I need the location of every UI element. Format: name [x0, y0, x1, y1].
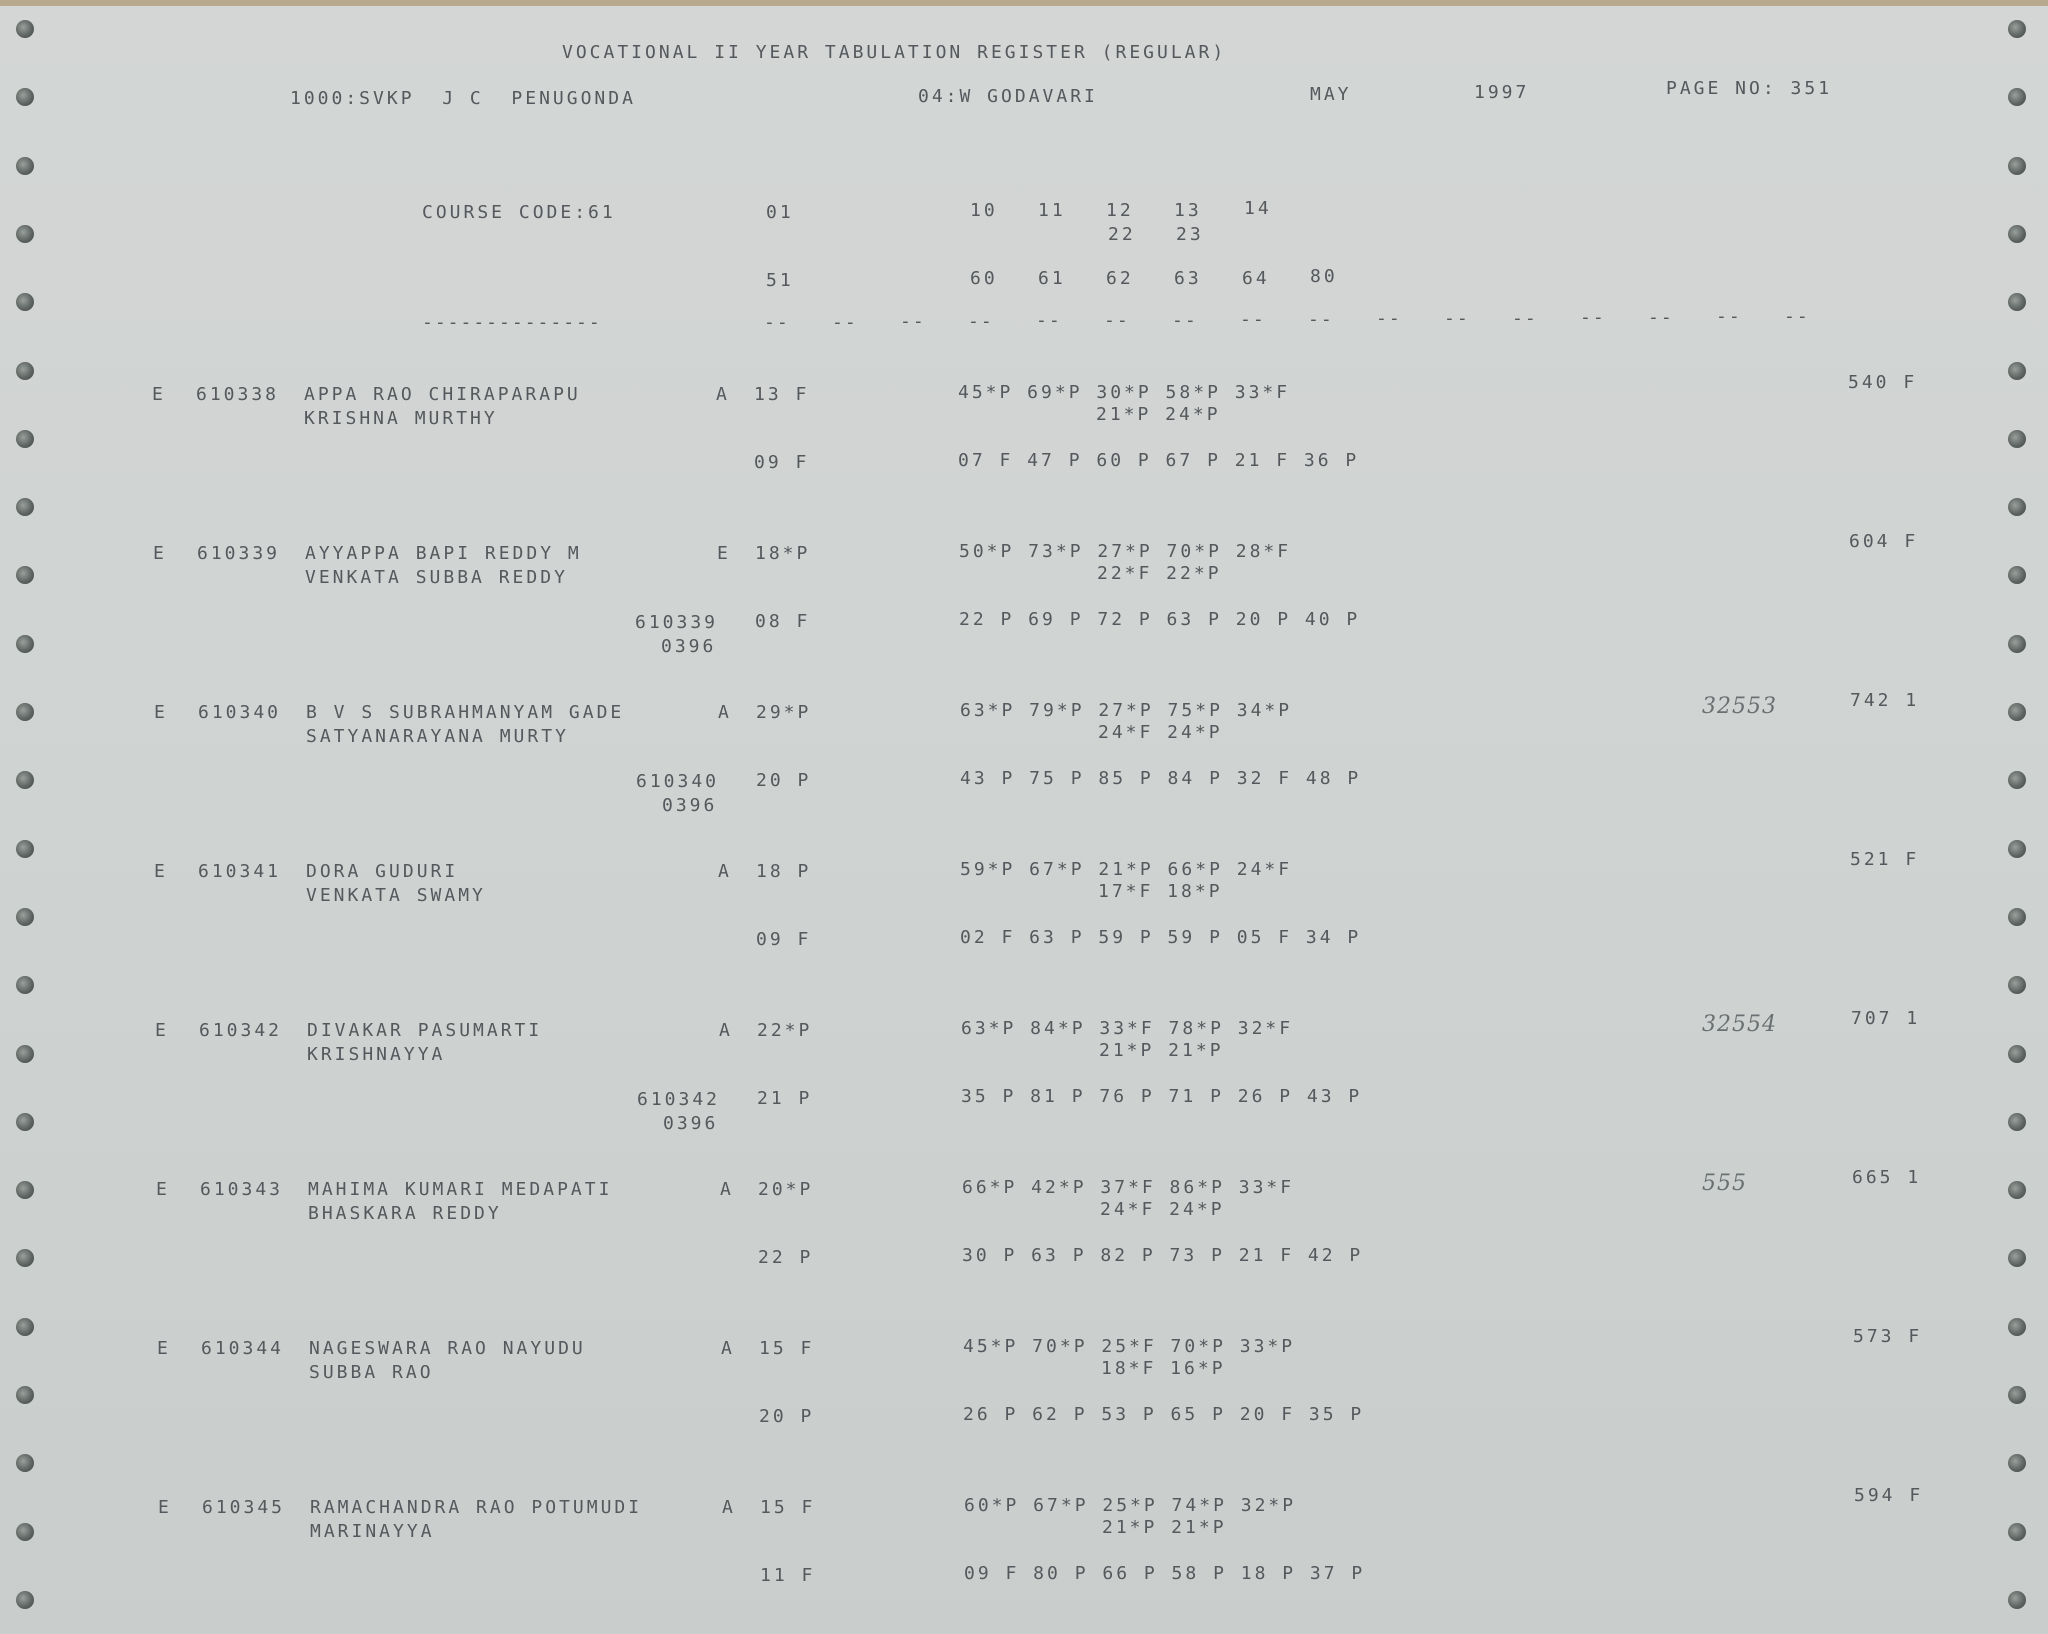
- subject-01-mark: 20*P: [758, 1179, 814, 1200]
- subject-01-mark: 15 F: [760, 1497, 816, 1518]
- tractor-hole: [2008, 976, 2026, 994]
- subject-marks-row1: 59*P 67*P 21*P 66*P 24*F: [960, 859, 1293, 880]
- record-type: E: [156, 1179, 170, 1200]
- course-code-col: 63: [1174, 268, 1202, 289]
- total-marks: 604 F: [1849, 531, 1919, 552]
- header-rule-segment: --: [1104, 310, 1130, 331]
- tractor-hole: [2008, 1386, 2026, 1404]
- subject-marks-row1: 63*P 79*P 27*P 75*P 34*P: [960, 700, 1293, 721]
- record-type: E: [153, 543, 167, 564]
- course-code-col: 61: [1038, 268, 1066, 289]
- subject-marks-row1b: 21*P 24*P: [1096, 404, 1221, 425]
- course-code-col: 62: [1106, 268, 1134, 289]
- tractor-hole: [2008, 566, 2026, 584]
- header-rule-segment: --: [764, 312, 790, 333]
- tractor-hole: [2008, 1591, 2026, 1609]
- college-code: 1000:SVKP J C PENUGONDA: [290, 88, 636, 109]
- course-code-col: 80: [1310, 266, 1338, 287]
- tractor-hole: [2008, 1249, 2026, 1267]
- record-type: E: [154, 702, 168, 723]
- tractor-hole: [16, 225, 34, 243]
- tractor-hole: [2008, 840, 2026, 858]
- roll-number: 610341: [198, 861, 282, 882]
- subject-marks-row1b: 24*F 24*P: [1098, 722, 1223, 743]
- subject-51-mark: 20 P: [756, 770, 812, 791]
- tractor-hole: [16, 566, 34, 584]
- record-type: E: [157, 1338, 171, 1359]
- tractor-hole: [16, 498, 34, 516]
- reference-code: 610340: [636, 771, 720, 792]
- subject-01-mark: 18 P: [756, 861, 812, 882]
- header-rule-segment: --: [1512, 308, 1538, 329]
- subject-01-mark: 13 F: [754, 384, 810, 405]
- subject-01-mark: 22*P: [757, 1020, 813, 1041]
- subject-51-mark: 09 F: [754, 452, 810, 473]
- tractor-hole: [16, 703, 34, 721]
- handwritten-note: 555: [1702, 1171, 1747, 1196]
- grade-code: A: [721, 1338, 735, 1359]
- candidate-name: B V S SUBRAHMANYAM GADE: [306, 702, 625, 723]
- record-type: E: [155, 1020, 169, 1041]
- tractor-hole: [2008, 1181, 2026, 1199]
- header-rule-segment: --: [1172, 310, 1198, 331]
- header-rule-segment: --: [1648, 307, 1674, 328]
- header-rule-segment: --: [1376, 308, 1402, 329]
- subject-51-mark: 09 F: [756, 929, 812, 950]
- subject-marks-row2: 09 F 80 P 66 P 58 P 18 P 37 P: [964, 1563, 1366, 1584]
- grade-code: E: [717, 543, 731, 564]
- total-marks: 521 F: [1850, 849, 1920, 870]
- roll-number: 610338: [196, 384, 280, 405]
- candidate-name: DORA GUDURI: [306, 861, 459, 882]
- total-marks: 707 1: [1851, 1008, 1921, 1029]
- subject-marks-row2: 07 F 47 P 60 P 67 P 21 F 36 P: [958, 450, 1360, 471]
- tractor-hole: [16, 157, 34, 175]
- tractor-hole: [2008, 1113, 2026, 1131]
- tractor-hole: [16, 1113, 34, 1131]
- subject-marks-row1b: 21*P 21*P: [1099, 1040, 1224, 1061]
- tractor-hole: [16, 20, 34, 38]
- course-code-col: 13: [1174, 200, 1202, 221]
- candidate-name: MAHIMA KUMARI MEDAPATI: [308, 1179, 613, 1200]
- course-code-col: 10: [970, 200, 998, 221]
- candidate-parent-name: MARINAYYA: [310, 1521, 435, 1542]
- total-marks: 742 1: [1850, 690, 1920, 711]
- course-code-label: COURSE CODE:61: [422, 202, 616, 223]
- subject-01-mark: 18*P: [755, 543, 811, 564]
- subject-marks-row1: 50*P 73*P 27*P 70*P 28*F: [959, 541, 1292, 562]
- grade-code: A: [718, 702, 732, 723]
- subject-marks-row1b: 24*F 24*P: [1100, 1199, 1225, 1220]
- header-rule-segment: --: [1716, 306, 1742, 327]
- candidate-name: DIVAKAR PASUMARTI: [307, 1020, 543, 1041]
- candidate-parent-name: VENKATA SWAMY: [306, 885, 486, 906]
- header-rule-segment: --: [1580, 307, 1606, 328]
- left-tractor-holes: [6, 0, 46, 1634]
- tractor-hole: [2008, 1318, 2026, 1336]
- tractor-hole: [2008, 88, 2026, 106]
- record-type: E: [158, 1497, 172, 1518]
- subject-marks-row2: 26 P 62 P 53 P 65 P 20 F 35 P: [963, 1404, 1365, 1425]
- subject-marks-row2: 43 P 75 P 85 P 84 P 32 F 48 P: [960, 768, 1362, 789]
- subject-51-mark: 20 P: [759, 1406, 815, 1427]
- candidate-parent-name: SUBBA RAO: [309, 1362, 434, 1383]
- roll-number: 610344: [201, 1338, 285, 1359]
- subject-marks-row1b: 21*P 21*P: [1102, 1517, 1227, 1538]
- total-marks: 594 F: [1854, 1485, 1924, 1506]
- register-title: VOCATIONAL II YEAR TABULATION REGISTER (REGULAR): [562, 42, 1227, 63]
- candidate-parent-name: VENKATA SUBBA REDDY: [305, 567, 568, 588]
- course-code-col: 51: [766, 270, 794, 291]
- subject-marks-row1: 63*P 84*P 33*F 78*P 32*F: [961, 1018, 1294, 1039]
- tractor-hole: [16, 362, 34, 380]
- candidate-name: RAMACHANDRA RAO POTUMUDI: [310, 1497, 643, 1518]
- tractor-hole: [2008, 498, 2026, 516]
- tractor-hole: [16, 1523, 34, 1541]
- subject-marks-row1: 45*P 70*P 25*F 70*P 33*P: [963, 1336, 1296, 1357]
- district-code: 04:W GODAVARI: [918, 86, 1098, 107]
- tractor-hole: [2008, 1523, 2026, 1541]
- course-code-col: 01: [766, 202, 794, 223]
- subject-marks-row1b: 17*F 18*P: [1098, 881, 1223, 902]
- reference-code: 0396: [662, 795, 718, 816]
- subject-marks-row2: 02 F 63 P 59 P 59 P 05 F 34 P: [960, 927, 1362, 948]
- course-code-col: 11: [1038, 200, 1066, 221]
- tractor-hole: [16, 1249, 34, 1267]
- exam-year: 1997: [1474, 82, 1530, 103]
- tractor-hole: [2008, 225, 2026, 243]
- tractor-hole: [2008, 908, 2026, 926]
- tractor-hole: [2008, 157, 2026, 175]
- header-rule-segment: --: [832, 312, 858, 333]
- tractor-hole: [16, 293, 34, 311]
- course-code-col: 64: [1242, 268, 1270, 289]
- subject-marks-row1: 60*P 67*P 25*P 74*P 32*P: [964, 1495, 1297, 1516]
- paper-top-edge: [0, 0, 2048, 6]
- reference-code: 0396: [661, 636, 717, 657]
- reference-code: 610339: [635, 612, 719, 633]
- subject-51-mark: 21 P: [757, 1088, 813, 1109]
- subject-marks-row1: 45*P 69*P 30*P 58*P 33*F: [958, 382, 1291, 403]
- tractor-hole: [2008, 362, 2026, 380]
- subject-51-mark: 08 F: [755, 611, 811, 632]
- tractor-hole: [16, 1386, 34, 1404]
- tractor-hole: [16, 1181, 34, 1199]
- roll-number: 610345: [202, 1497, 286, 1518]
- header-rule-segment: --: [1308, 309, 1334, 330]
- subject-marks-row2: 22 P 69 P 72 P 63 P 20 P 40 P: [959, 609, 1361, 630]
- course-code-col: 23: [1176, 224, 1204, 245]
- header-rule: --------------: [422, 312, 602, 333]
- tractor-hole: [16, 635, 34, 653]
- handwritten-note: 32553: [1702, 694, 1777, 719]
- tractor-hole: [16, 88, 34, 106]
- subject-marks-row2: 30 P 63 P 82 P 73 P 21 F 42 P: [962, 1245, 1364, 1266]
- exam-month: MAY: [1310, 84, 1352, 105]
- candidate-name: APPA RAO CHIRAPARAPU: [304, 384, 581, 405]
- course-code-col: 22: [1108, 224, 1136, 245]
- grade-code: A: [722, 1497, 736, 1518]
- header-rule-segment: --: [1240, 309, 1266, 330]
- tractor-hole: [16, 840, 34, 858]
- total-marks: 573 F: [1853, 1326, 1923, 1347]
- subject-marks-row2: 35 P 81 P 76 P 71 P 26 P 43 P: [961, 1086, 1363, 1107]
- tractor-hole: [16, 430, 34, 448]
- header-rule-segment: --: [968, 311, 994, 332]
- course-code-col: 60: [970, 268, 998, 289]
- subject-marks-row1b: 18*F 16*P: [1101, 1358, 1226, 1379]
- subject-marks-row1: 66*P 42*P 37*F 86*P 33*F: [962, 1177, 1295, 1198]
- tractor-hole: [16, 908, 34, 926]
- grade-code: A: [718, 861, 732, 882]
- handwritten-note: 32554: [1702, 1012, 1777, 1037]
- roll-number: 610340: [198, 702, 282, 723]
- candidate-parent-name: KRISHNA MURTHY: [304, 408, 498, 429]
- candidate-name: AYYAPPA BAPI REDDY M: [305, 543, 582, 564]
- tractor-hole: [16, 1591, 34, 1609]
- header-rule-segment: --: [1444, 308, 1470, 329]
- right-tractor-holes: [1998, 0, 2038, 1634]
- candidate-parent-name: BHASKARA REDDY: [308, 1203, 502, 1224]
- grade-code: A: [720, 1179, 734, 1200]
- tractor-hole: [2008, 293, 2026, 311]
- roll-number: 610342: [199, 1020, 283, 1041]
- subject-51-mark: 22 P: [758, 1247, 814, 1268]
- tractor-hole: [2008, 1045, 2026, 1063]
- tractor-hole: [2008, 430, 2026, 448]
- grade-code: A: [719, 1020, 733, 1041]
- header-rule-segment: --: [1784, 306, 1810, 327]
- subject-01-mark: 29*P: [756, 702, 812, 723]
- tractor-hole: [2008, 1454, 2026, 1472]
- tractor-hole: [16, 1318, 34, 1336]
- header-rule-segment: --: [900, 311, 926, 332]
- candidate-parent-name: SATYANARAYANA MURTY: [306, 726, 569, 747]
- tractor-hole: [2008, 703, 2026, 721]
- roll-number: 610339: [197, 543, 281, 564]
- course-code-col: 12: [1106, 200, 1134, 221]
- tractor-hole: [2008, 771, 2026, 789]
- tractor-hole: [16, 976, 34, 994]
- record-type: E: [152, 384, 166, 405]
- total-marks: 540 F: [1848, 372, 1918, 393]
- grade-code: A: [716, 384, 730, 405]
- roll-number: 610343: [200, 1179, 284, 1200]
- tractor-hole: [2008, 635, 2026, 653]
- subject-01-mark: 15 F: [759, 1338, 815, 1359]
- header-rule-segment: --: [1036, 310, 1062, 331]
- reference-code: 610342: [637, 1089, 721, 1110]
- total-marks: 665 1: [1852, 1167, 1922, 1188]
- tractor-hole: [16, 1045, 34, 1063]
- reference-code: 0396: [663, 1113, 719, 1134]
- subject-marks-row1b: 22*F 22*P: [1097, 563, 1222, 584]
- course-code-col: 14: [1244, 198, 1272, 219]
- candidate-parent-name: KRISHNAYYA: [307, 1044, 446, 1065]
- tractor-hole: [2008, 20, 2026, 38]
- record-type: E: [154, 861, 168, 882]
- tractor-hole: [16, 771, 34, 789]
- page-number: PAGE NO: 351: [1666, 78, 1833, 99]
- subject-51-mark: 11 F: [760, 1565, 816, 1586]
- candidate-name: NAGESWARA RAO NAYUDU: [309, 1338, 586, 1359]
- tractor-hole: [16, 1454, 34, 1472]
